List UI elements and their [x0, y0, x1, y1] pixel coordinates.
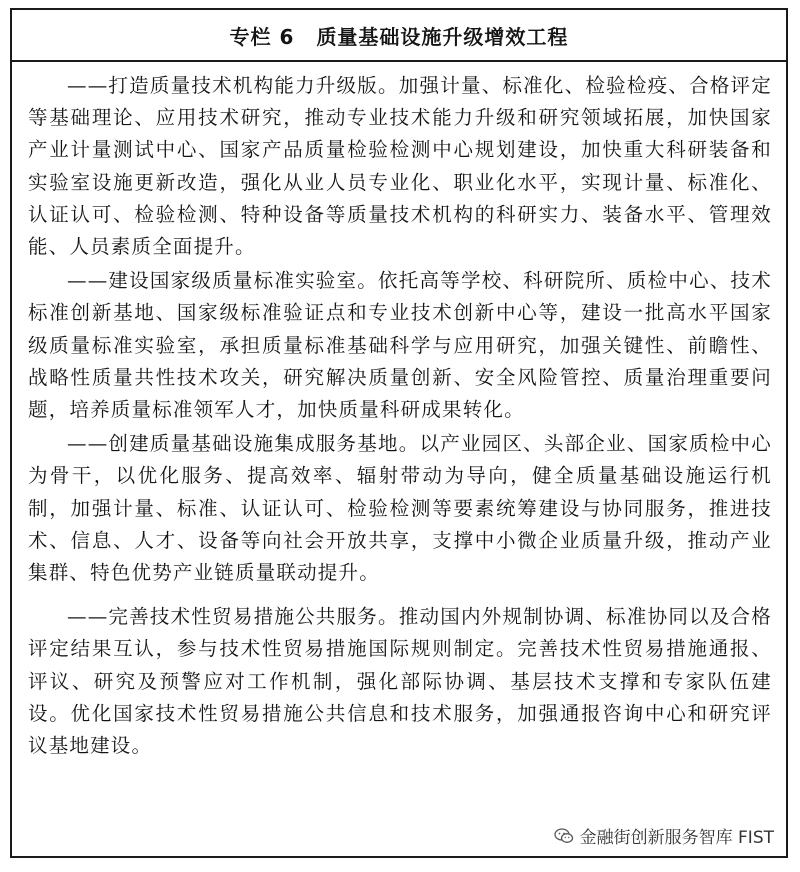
column-box — [10, 8, 788, 858]
paragraph-national-labs: ——建设国家级质量标准实验室。依托高等学校、科研院所、质检中心、技术标准创新基地、国家级标准验证点和专业技术创新中心等，建设一批高水平国家级质量标准实验室，承担质量标准基础科学与应用研究，加强关键性、前瞻性、战略性质量共性技术攻关，研究解决质量创新、安全风险管控、质量治理重要问题，培养质量标准领军人才，加快质量科研成果转化。 — [28, 269, 772, 422]
box-header — [12, 10, 786, 62]
watermark-text: 金融街创新服务智库 FIST — [579, 828, 774, 848]
paragraph-quality-tech-institutions: ——打造质量技术机构能力升级版。加强计量、标准化、检验检疫、合格评定等基础理论、应用技术研究，推动专业技术能力升级和研究领域拓展，加快国家产业计量测试中心、国家产品质量检验检测中心规划建设，加快重大科研装备和实验室设施更新改造，强化从业人员专业化、职业化水平，实现计量、标准化、认证认可、检验检测、特种设备等质量技术机构的科研实力、装备水平、管理效能、人员素质全面提升。 — [28, 74, 772, 259]
box-label: 专栏 6 — [229, 24, 295, 49]
paragraph-service-bases: ——创建质量基础设施集成服务基地。以产业园区、头部企业、国家质检中心为骨干，以优化服务、提高效率、辐射带动为导向，健全质量基础设施运行机制，加强计量、标准、认证认可、检验检测等要素统筹建设与协同服务，推进技术、信息、人才、设备等向社会开放共享，支撑中小微企业质量升级，推动产业集群、特色优势产业链质量联动提升。 — [28, 432, 772, 585]
paragraph-trade-measures: ——完善技术性贸易措施公共服务。推动国内外规制协调、标准协同以及合格评定结果互认，参与技术性贸易措施国际规则制定。完善技术性贸易措施通报、评议、研究及预警应对工作机制，强化部际协调、基层技术支撑和专家队伍建设。优化国家技术性贸易措施公共信息和技术服务，加强通报咨询中心和研究评议基地建设。 — [28, 605, 772, 758]
watermark — [550, 821, 778, 850]
box-title: 质量基础设施升级增效工程 — [316, 24, 569, 49]
wechat-icon — [554, 828, 574, 844]
box-content — [12, 62, 786, 762]
